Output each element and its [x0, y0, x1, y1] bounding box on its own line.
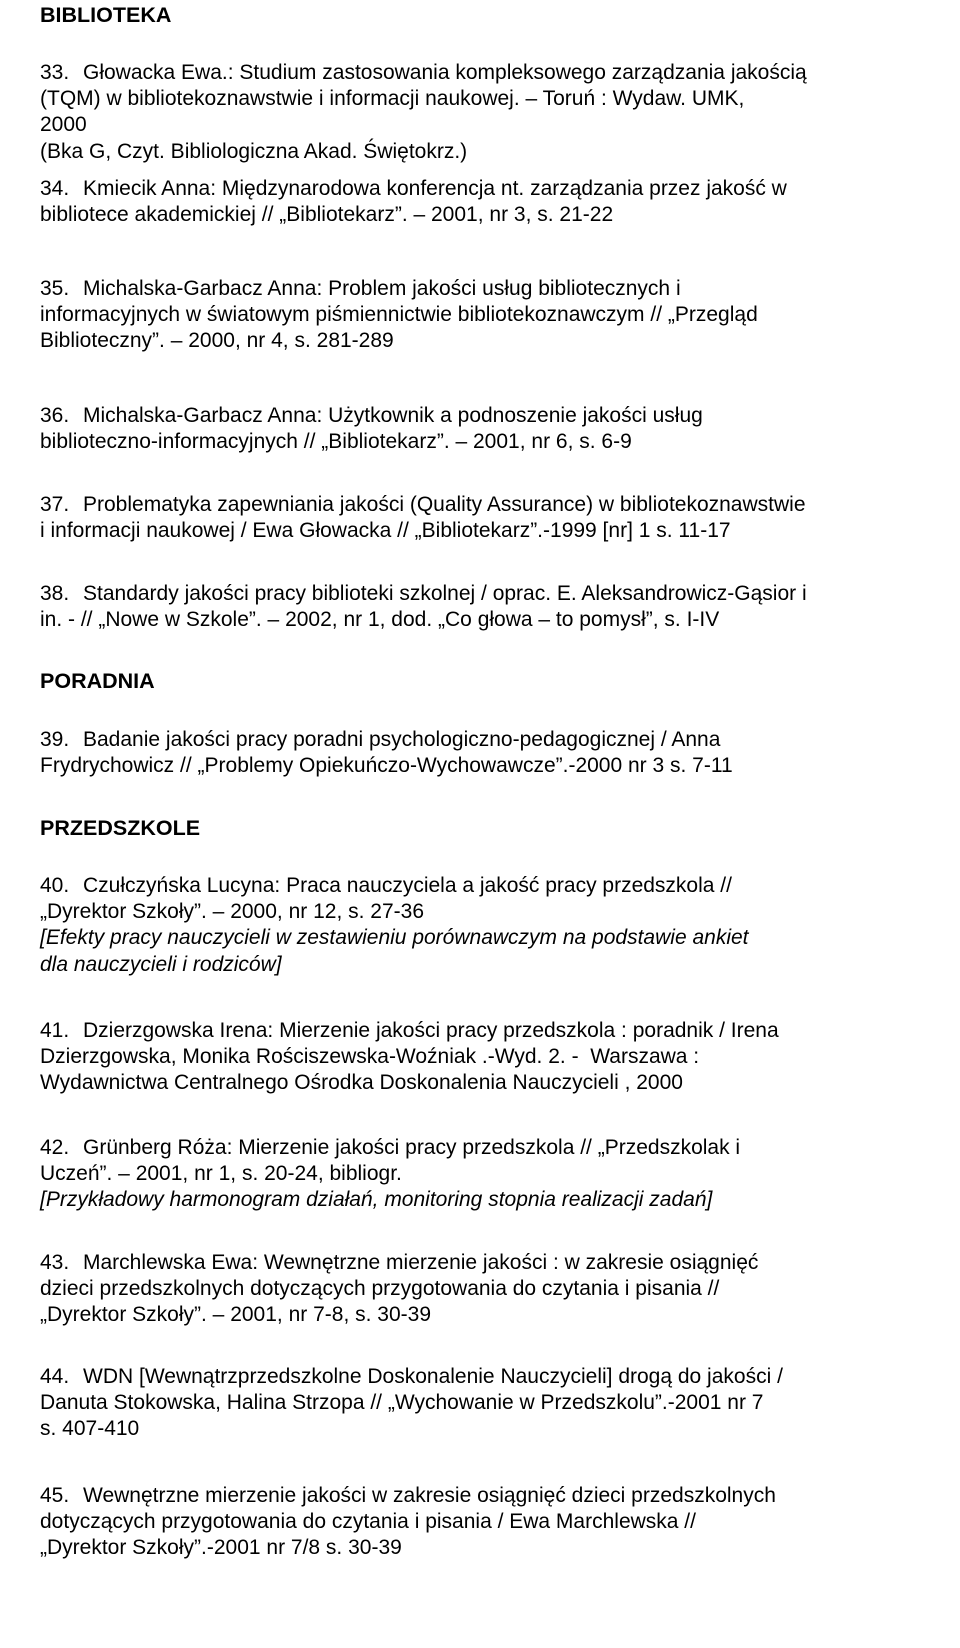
- entry-line: i informacji naukowej / Ewa Głowacka // „Bibliotekarz”.-1999 [nr] 1 s. 11-17: [40, 519, 731, 543]
- entry-note-line: [Przykładowy harmonogram działań, monitoring stopnia realizacji zadań]: [40, 1188, 713, 1212]
- entry-line: dotyczących przygotowania do czytania i pisania / Ewa Marchlewska //: [40, 1510, 696, 1534]
- entry-line: dzieci przedszkolnych dotyczących przygotowania do czytania i pisania //: [40, 1277, 720, 1301]
- entry-number: 33.: [40, 61, 70, 84]
- entry-line: in. - // „Nowe w Szkole”. – 2002, nr 1, dod. „Co głowa – to pomysł”, s. I-IV: [40, 608, 720, 632]
- entry-number: 42.: [40, 1136, 70, 1159]
- entry-number: 40.: [40, 874, 70, 897]
- entry-line: WDN [Wewnątrzprzedszkolne Doskonalenie Nauczycieli] drogą do jakości /: [83, 1365, 783, 1388]
- section-heading-biblioteka: BIBLIOTEKA: [40, 3, 172, 27]
- entry-line: Grünberg Róża: Mierzenie jakości pracy przedszkola // „Przedszkolak i: [83, 1136, 741, 1159]
- entry-note-line: [Efekty pracy nauczycieli w zestawieniu porównawczym na podstawie ankiet: [40, 926, 749, 950]
- entry-line: Danuta Stokowska, Halina Strzopa // „Wychowanie w Przedszkolu”.-2001 nr 7: [40, 1391, 764, 1415]
- entry-line: Michalska-Garbacz Anna: Użytkownik a podnoszenie jakości usług: [83, 404, 703, 427]
- entry-line: Dzierzgowska, Monika Rościszewska-Woźniak .-Wyd. 2. - Warszawa :: [40, 1045, 700, 1069]
- entry-note-line: dla nauczycieli i rodziców]: [40, 952, 282, 976]
- entry-line: Frydrychowicz // „Problemy Opiekuńczo-Wychowawcze”.-2000 nr 3 s. 7-11: [40, 754, 733, 778]
- entry-number: 39.: [40, 728, 70, 751]
- entry-number: 34.: [40, 177, 70, 200]
- entry-number: 45.: [40, 1484, 70, 1507]
- section-heading-przedszkole: PRZEDSZKOLE: [40, 816, 201, 840]
- entry-number: 38.: [40, 582, 70, 605]
- entry-line: (Bka G, Czyt. Bibliologiczna Akad. Świętokrz.): [40, 139, 468, 163]
- entry-line: Głowacka Ewa.: Studium zastosowania kompleksowego zarządzania jakością: [83, 61, 807, 84]
- entry-line: informacyjnych w światowym piśmiennictwie bibliotekoznawczym // „Przegląd: [40, 303, 758, 327]
- entry-number: 35.: [40, 277, 70, 300]
- entry-line: biblioteczno-informacyjnych // „Bibliotekarz”. – 2001, nr 6, s. 6-9: [40, 430, 632, 454]
- entry-line: 2000: [40, 113, 87, 137]
- entry-number: 37.: [40, 493, 70, 516]
- entry-line: „Dyrektor Szkoły”. – 2001, nr 7-8, s. 30-39: [40, 1303, 431, 1327]
- entry-number: 36.: [40, 404, 70, 427]
- entry-line: Standardy jakości pracy biblioteki szkolnej / oprac. E. Aleksandrowicz-Gąsior i: [83, 582, 807, 605]
- entry-number: 44.: [40, 1365, 70, 1388]
- entry-line: Wydawnictwa Centralnego Ośrodka Doskonalenia Nauczycieli , 2000: [40, 1071, 683, 1095]
- entry-line: (TQM) w bibliotekoznawstwie i informacji naukowej. – Toruń : Wydaw. UMK,: [40, 87, 745, 111]
- entry-line: Badanie jakości pracy poradni psychologiczno-pedagogicznej / Anna: [83, 728, 721, 751]
- entry-line: „Dyrektor Szkoły”. – 2000, nr 12, s. 27-36: [40, 900, 424, 924]
- entry-line: Czułczyńska Lucyna: Praca nauczyciela a jakość pracy przedszkola //: [83, 874, 732, 897]
- section-heading-poradnia: PORADNIA: [40, 669, 155, 693]
- entry-line: „Dyrektor Szkoły”.-2001 nr 7/8 s. 30-39: [40, 1536, 402, 1560]
- entry-line: Marchlewska Ewa: Wewnętrzne mierzenie jakości : w zakresie osiągnięć: [83, 1251, 759, 1274]
- entry-line: Dzierzgowska Irena: Mierzenie jakości pracy przedszkola : poradnik / Irena: [83, 1019, 779, 1042]
- entry-line: Biblioteczny”. – 2000, nr 4, s. 281-289: [40, 329, 394, 353]
- entry-number: 41.: [40, 1019, 70, 1042]
- entry-line: Kmiecik Anna: Międzynarodowa konferencja nt. zarządzania przez jakość w: [83, 177, 787, 200]
- entry-line: Problematyka zapewniania jakości (Quality Assurance) w bibliotekoznawstwie: [83, 493, 806, 516]
- entry-line: s. 407-410: [40, 1417, 140, 1441]
- entry-line: Michalska-Garbacz Anna: Problem jakości usług bibliotecznych i: [83, 277, 681, 300]
- entry-line: Uczeń”. – 2001, nr 1, s. 20-24, bibliogr.: [40, 1162, 402, 1186]
- entry-number: 43.: [40, 1251, 70, 1274]
- entry-line: Wewnętrzne mierzenie jakości w zakresie osiągnięć dzieci przedszkolnych: [83, 1484, 776, 1507]
- entry-line: bibliotece akademickiej // „Bibliotekarz”. – 2001, nr 3, s. 21-22: [40, 203, 614, 227]
